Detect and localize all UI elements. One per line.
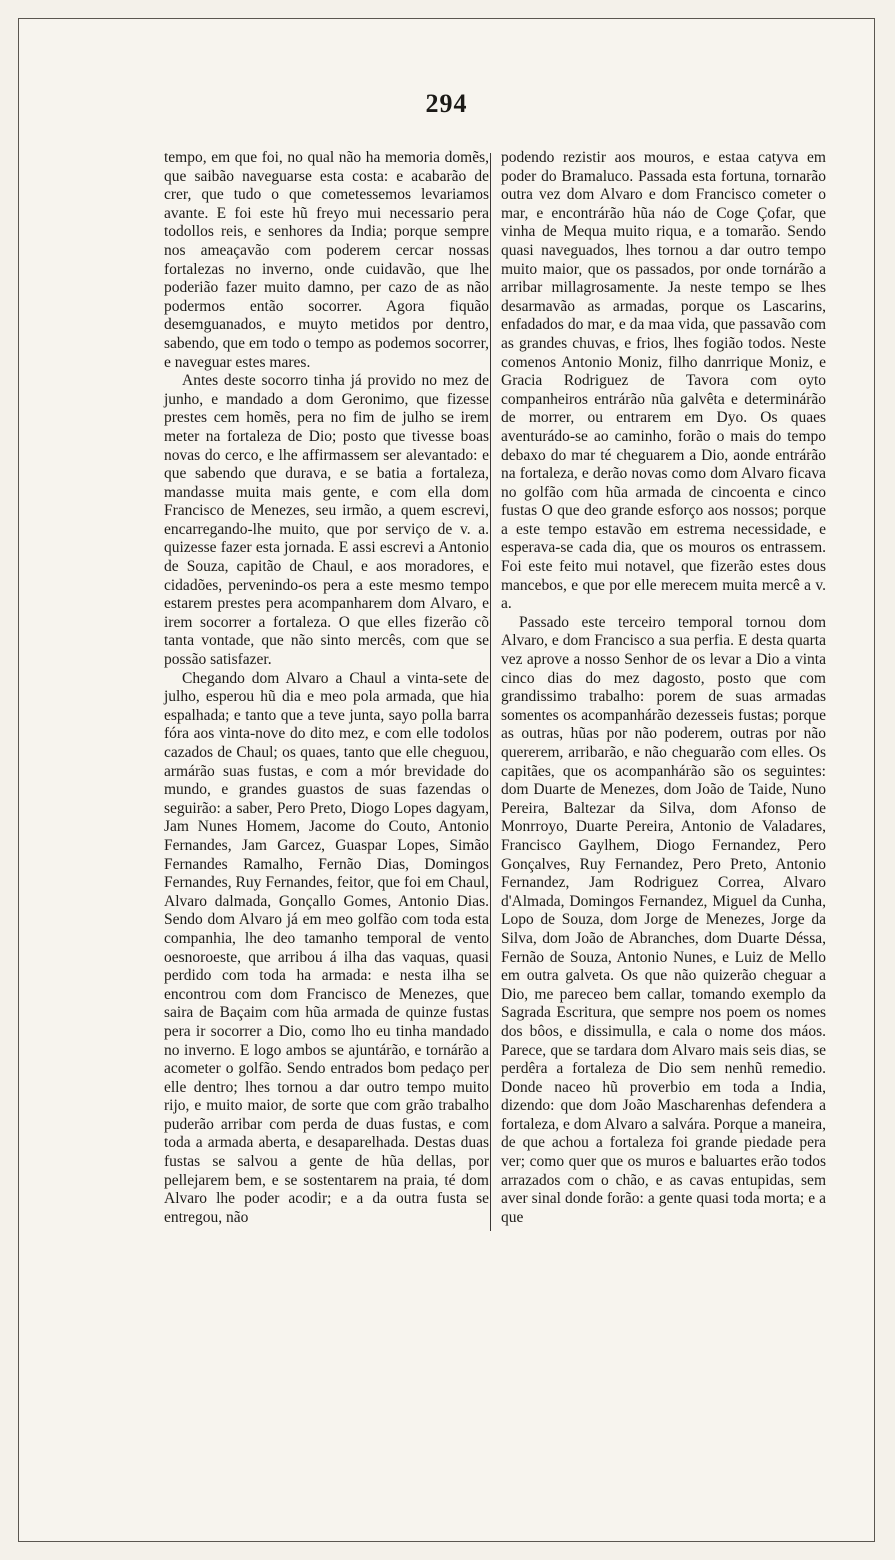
paragraph: podendo rezistir aos mouros, e estaa catyva em poder do Bramaluco. Passada esta fortuna, tornarão outra vez dom Alvaro e dom Francisco cometer o mar, e encontrárão hũa náo de Coge Çofar, que vinha de Mequa muito riqua, e a tomarão. Sendo quasi naveguados, lhes tornou a dar outro tempo muito maior, que os passados, por onde tornárão a arribar millagrosamente. Ja neste tempo se lhes desarmavão as armadas, porque os Lascarins, enfadados do mar, e da maa vida, que passavão com as grandes chuvas, e frios, lhes fogião todos. Neste comenos Antonio Moniz, filho danrrique Moniz, e Gracia Rodriguez de Tavora com oyto companheiros entrárão nũa galvêta e determinárão de morrer, ou entrarem em Dyo. Os quaes aventurádo-se ao caminho, forão o mais do tempo debaxo do mar té cheguarem a Dio, aonde entrárão na fortaleza, e derão novas como dom Alvaro ficava no golfão com hũa armada de cincoenta e cinco fustas O que deo grande esforço aos nossos; porque a este tempo estavão em estrema necessidade, e esperava-se cada dia, que os mouros os entrassem. Foi este feito mui notavel, que fizerão estes dous mancebos, e que por elle merecem muita mercê a v. a. bbox=[501, 149, 826, 613]
left-text-column bbox=[164, 149, 489, 1227]
column-divider bbox=[490, 153, 491, 1231]
paragraph: Antes deste socorro tinha já provido no mez de junho, e mandado a dom Geronimo, que fizesse prestes cem homẽs, pera no fim de julho se irem meter na fortaleza de Dio; posto que tivesse boas novas do cerco, e lhe affirmassem ser alevantado: e que sabendo que durava, e se batia a fortaleza, mandasse muita mais gente, e com ella dom Francisco de Menezes, seu irmão, a quem escrevi, encarregando-lhe muito, que por serviço de v. a. quizesse fazer esta jornada. E assi escrevi a Antonio de Souza, capitão de Chaul, e aos moradores, e cidadões, pervenindo-os pera a este mesmo tempo estarem prestes pera acompanharem dom Alvaro, e irem socorrer a fortaleza. O que elles fizerão cõ tanta vontade, que não sinto mercês, com que se possão satisfazer. bbox=[164, 372, 489, 669]
paragraph: Chegando dom Alvaro a Chaul a vinta-sete de julho, esperou hũ dia e meo pola armada, que hia espalhada; e tanto que a teve junta, sayo polla barra fóra aos vinta-nove do dito mez, e com elle todolos cazados de Chaul; os quaes, tanto que elle cheguou, armárão suas fustas, e com a mór brevidade do mundo, e grandes guastos de suas fazendas o seguirão: a saber, Pero Preto, Diogo Lopes dagyam, Jam Nunes Homem, Jacome do Couto, Antonio Fernandes, Jam Garcez, Guaspar Lopes, Simão Fernandes Ramalho, Fernão Dias, Domingos Fernandes, Ruy Fernandes, feitor, que foi em Chaul, Alvaro dalmada, Gonçallo Gomes, Antonio Dias. Sendo dom Alvaro já em meo golfão com toda esta companhia, lhe deo tamanho temporal de vento oesnoroeste, que arribou á ilha das vaquas, quasi perdido com toda ha armada: e nesta ilha se encontrou com dom Francisco de Menezes, que saira de Baçaim com hũa armada de quinze fustas pera ir socorrer a Dio, como lho eu tinha mandado no inverno. E logo ambos se ajuntárão, e tornárão a acometer o golfão. Sendo entrados bom pedaço per elle dentro; lhes tornou a dar outro tempo muito rijo, e muito maior, de sorte que com grão trabalho puderão arribar com perda de duas fustas, e com toda a armada aberta, e desaparelhada. Destas duas fustas se salvou a gente de hũa dellas, por pellejarem bem, e se sostentarem na praia, té dom Alvaro lhe poder acodir; e a da outra fusta se entregou, não bbox=[164, 669, 489, 1226]
book-page bbox=[18, 18, 875, 1542]
right-text-column bbox=[501, 149, 826, 1227]
paragraph: Passado este terceiro temporal tornou dom Alvaro, e dom Francisco a sua perfia. E desta quarta vez aprove a nosso Senhor de os levar a Dio a vinta cinco dias do mez dagosto, posto que com grandissimo trabalho: porem de suas armadas somentes os acompanhárão dezesseis fustas; porque as outras, hũas por não poderem, outras por não quererem, arribarão, e não cheguarão com elles. Os capitães, que os acompanhárão são os seguintes: dom Duarte de Menezes, dom João de Taide, Nuno Pereira, Baltezar da Silva, dom Afonso de Monrroyo, Duarte Pereira, Antonio de Valadares, Francisco Gaylhem, Diogo Fernandez, Pero Gonçalves, Ruy Fernandez, Pero Preto, Antonio Fernandez, Jam Rodriguez Correa, Alvaro d'Almada, Domingos Fernandez, Miguel da Cunha, Lopo de Souza, dom Jorge de Menezes, Jorge da Silva, dom João de Abranches, dom Duarte Déssa, Fernão de Souza, Antonio Nunes, e Luiz de Mello em outra galveta. Os que não quizerão cheguar a Dio, me pareceo bem callar, tomando exemplo da Sagrada Escritura, que sempre nos poem os nomes dos bôos, e dissimulla, e cala o nome dos máos. Parece, que se tardara dom Alvaro mais seis dias, se perdêra a fortaleza de Dio sem nenhũ remedio. Donde naceo hũ proverbio em toda a India, dizendo: que dom João Mascharenhas defendera a fortaleza, e dom Alvaro a salvára. Porque a maneira, de que achou a fortaleza foi grande piedade pera ver; como quer que os muros e baluartes erão todos arrazados com o chão, e as cavas entupidas, sem aver sinal donde forão: a gente quasi toda morta; e a que bbox=[501, 613, 826, 1226]
page-number: 294 bbox=[425, 89, 468, 118]
paragraph: tempo, em que foi, no qual não ha memoria domẽs, que saibão naveguarse esta costa: e acabarão de crer, que tudo o que cometessemos levariamos avante. E foi este hũ freyo mui necessario pera todollos reis, e senhores da India; porque sempre nos ameaçavão com poderem cercar nossas fortalezas no inverno, onde cuidavão, que lhe poderião fazer muito damno, per cazo de as não podermos então socorrer. Agora fiquão desemguanados, e muyto metidos por dentro, sabendo, que em todo o tempo as podemos socorrer, e naveguar estes mares. bbox=[164, 149, 489, 371]
